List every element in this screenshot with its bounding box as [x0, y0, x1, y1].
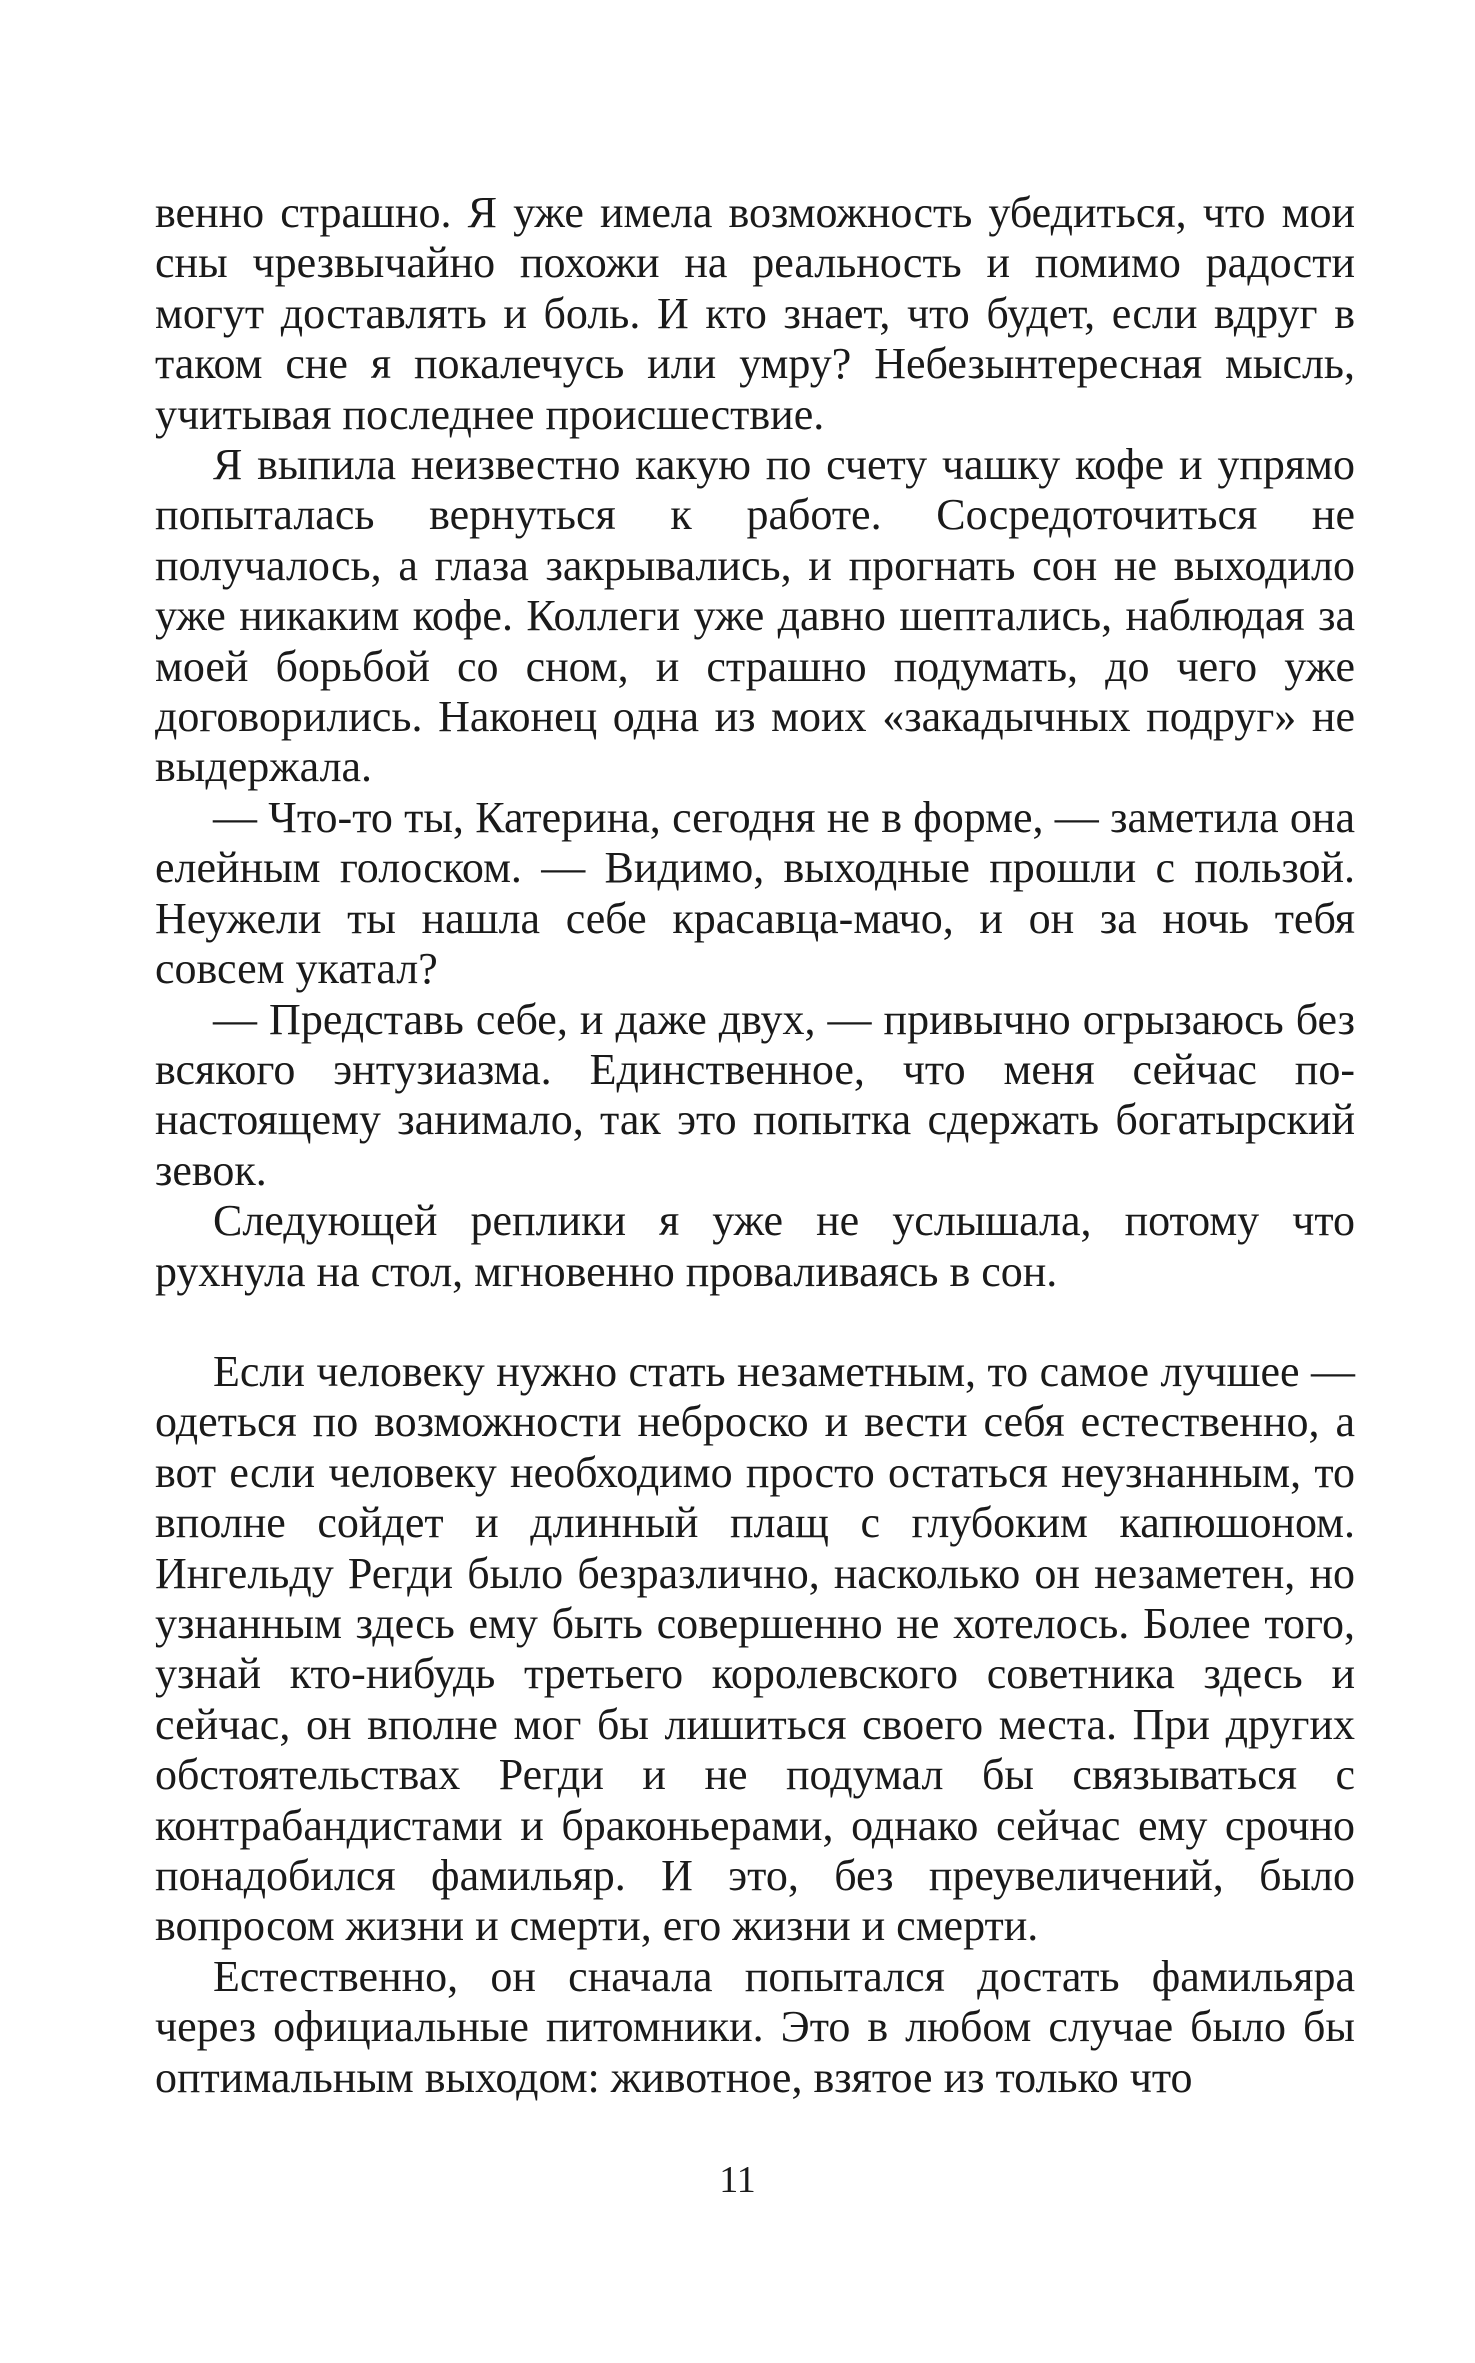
- paragraph: венно страшно. Я уже имела возможность убедиться, что мои сны чрезвычайно похожи на реальность и помимо радости могут доставлять и боль. И кто знает, что будет, если вдруг в таком сне я покалечусь или умру? Небезынтересная мысль, учитывая последнее происшествие.: [155, 188, 1355, 439]
- paragraph: Естественно, он сначала попытался достать фамильяра через официальные питомники. Это в любом случае было бы оптимальным выходом: животное, взятое из только что: [155, 1951, 1355, 2102]
- section-break: [155, 1297, 1355, 1347]
- paragraph: Я выпила неизвестно какую по счету чашку кофе и упрямо попыталась вернуться к работе. Сосредоточиться не получалось, а глаза закрывались, и прогнать сон не выходило уже никаким кофе. Коллеги уже давно шептались, наблюдая за моей борьбой со сном, и страшно подумать, до чего уже договорились. Наконец одна из моих «закадычных подруг» не выдержала.: [155, 440, 1355, 792]
- page-text: [155, 188, 1355, 2103]
- paragraph: Следующей реплики я уже не услышала, потому что рухнула на стол, мгновенно проваливаясь в сон.: [155, 1196, 1355, 1296]
- dialogue-paragraph: — Представь себе, и даже двух, — привычно огрызаюсь без всякого энтузиазма. Единственное, что меня сейчас по-настоящему занимало, так это попытка сдержать богатырский зевок.: [155, 994, 1355, 1195]
- paragraph: Если человеку нужно стать незаметным, то самое лучшее — одеться по возможности неброско и вести себя естественно, а вот если человеку необходимо просто остаться неузнанным, то вполне сойдет и длинный плащ с глубоким капюшоном. Ингельду Регди было безразлично, насколько он незаметен, но узнанным здесь ему быть совершенно не хотелось. Более того, узнай кто-нибудь третьего королевского советника здесь и сейчас, он вполне мог бы лишиться своего места. При других обстоятельствах Регди и не подумал бы связываться с контрабандистами и браконьерами, однако сейчас ему срочно понадобился фамильяр. И это, без преувеличений, было вопросом жизни и смерти, его жизни и смерти.: [155, 1346, 1355, 1951]
- page-number: 11: [719, 2159, 756, 2201]
- dialogue-paragraph: — Что-то ты, Катерина, сегодня не в форме, — заметила она елейным голоском. — Видимо, выходные прошли с пользой. Неужели ты нашла себе красавца-мачо, и он за ночь тебя совсем укатал?: [155, 792, 1355, 994]
